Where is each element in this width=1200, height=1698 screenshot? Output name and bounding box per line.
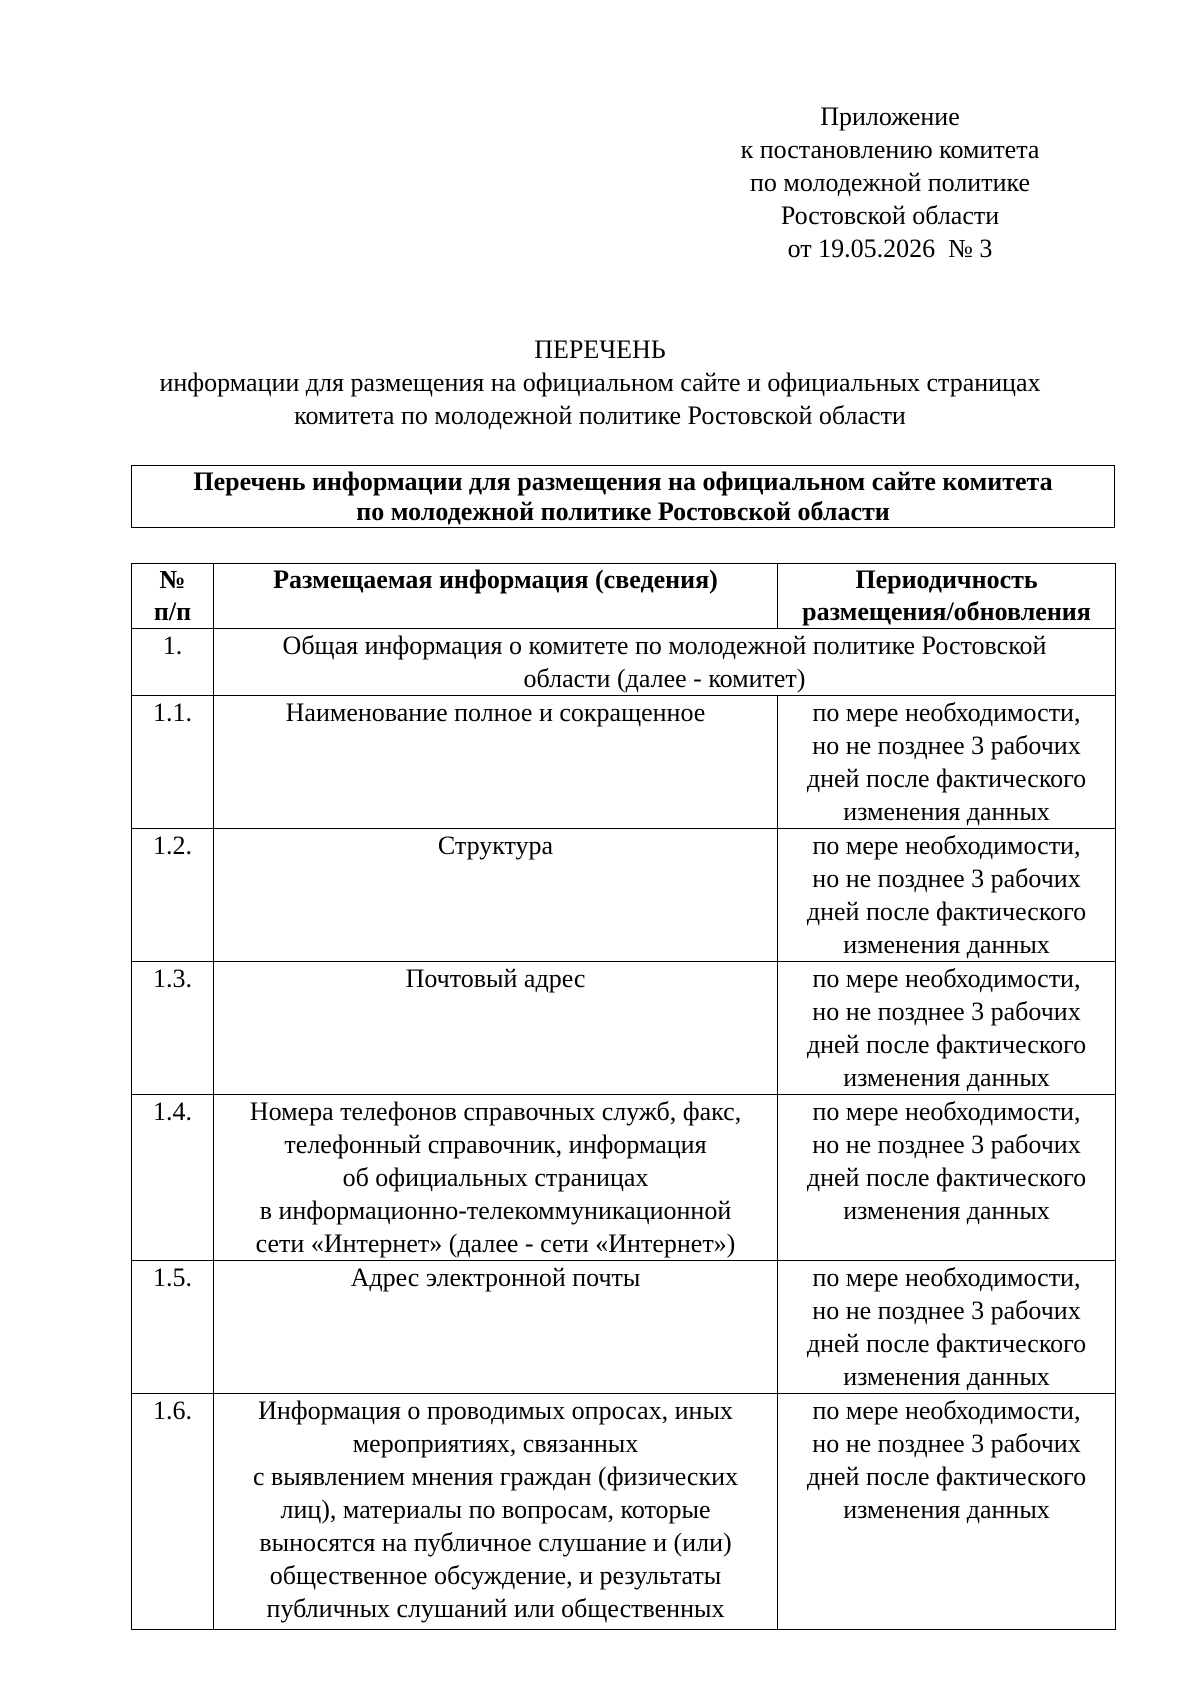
appendix-line: по молодежной политике bbox=[749, 168, 1031, 197]
row-period: по мере необходимости, но не позднее 3 рабочих дней после фактического изменения данных bbox=[778, 696, 1116, 829]
row-num: 1.6. bbox=[132, 1394, 214, 1630]
row-info: Информация о проводимых опросах, иных мероприятиях, связанных с выявлением мнения граждан (физических лиц), материалы по вопросам, которые выносятся на публичное слушание и (или) общественное обсуждение, и результаты публичных слушаний или общественных bbox=[214, 1394, 778, 1630]
row-info: Номера телефонов справочных служб, факс, телефонный справочник, информация об официальных страницах в информационно-телекоммуникационной сети «Интернет» (далее - сети «Интернет») bbox=[214, 1095, 778, 1261]
header-info: Размещаемая информация (сведения) bbox=[214, 564, 778, 629]
row-num: 1. bbox=[132, 629, 214, 696]
appendix-line: Приложение bbox=[820, 102, 960, 131]
table-section-row bbox=[132, 629, 1116, 696]
row-period: по мере необходимости, но не позднее 3 рабочих дней после фактического изменения данных bbox=[778, 1095, 1116, 1261]
row-info: Наименование полное и сокращенное bbox=[214, 696, 778, 829]
row-period: по мере необходимости, но не позднее 3 рабочих дней после фактического изменения данных bbox=[778, 829, 1116, 962]
table-header-row bbox=[132, 564, 1116, 629]
row-period: по мере необходимости, но не позднее 3 рабочих дней после фактического изменения данных bbox=[778, 1394, 1116, 1630]
row-num: 1.2. bbox=[132, 829, 214, 962]
title-heading: ПЕРЕЧЕНЬ bbox=[534, 335, 666, 364]
row-num: 1.5. bbox=[132, 1261, 214, 1394]
appendix-line: к постановлению комитета bbox=[740, 135, 1040, 164]
appendix-line: Ростовской области bbox=[780, 201, 1000, 230]
row-period: по мере необходимости, но не позднее 3 рабочих дней после фактического изменения данных bbox=[778, 962, 1116, 1095]
document-title bbox=[100, 333, 1100, 432]
table-row bbox=[132, 962, 1116, 1095]
table-row bbox=[132, 829, 1116, 962]
header-period: Периодичность размещения/обновления bbox=[778, 564, 1116, 629]
table-row bbox=[132, 696, 1116, 829]
section-heading-line: по молодежной политике Ростовской области bbox=[356, 497, 890, 526]
appendix-date-line: от 19.05.2026 № 3 bbox=[787, 234, 993, 263]
appendix-block bbox=[690, 100, 1090, 265]
row-num: 1.3. bbox=[132, 962, 214, 1095]
table-row bbox=[132, 1394, 1116, 1630]
header-num: № п/п bbox=[132, 564, 214, 629]
row-period: по мере необходимости, но не позднее 3 рабочих дней после фактического изменения данных bbox=[778, 1261, 1116, 1394]
title-line: комитета по молодежной политике Ростовской области bbox=[294, 401, 906, 430]
title-line: информации для размещения на официальном сайте и официальных страницах bbox=[159, 368, 1041, 397]
row-info: Структура bbox=[214, 829, 778, 962]
table-row bbox=[132, 1261, 1116, 1394]
row-num: 1.1. bbox=[132, 696, 214, 829]
section-heading-box bbox=[131, 465, 1115, 528]
section-row-text: Общая информация о комитете по молодежной политике Ростовской области (далее - комитет) bbox=[214, 629, 1116, 696]
table-row bbox=[132, 1095, 1116, 1261]
information-table bbox=[131, 563, 1116, 1630]
row-info: Почтовый адрес bbox=[214, 962, 778, 1095]
section-heading-line: Перечень информации для размещения на официальном сайте комитета bbox=[193, 467, 1053, 496]
row-info: Адрес электронной почты bbox=[214, 1261, 778, 1394]
row-num: 1.4. bbox=[132, 1095, 214, 1261]
